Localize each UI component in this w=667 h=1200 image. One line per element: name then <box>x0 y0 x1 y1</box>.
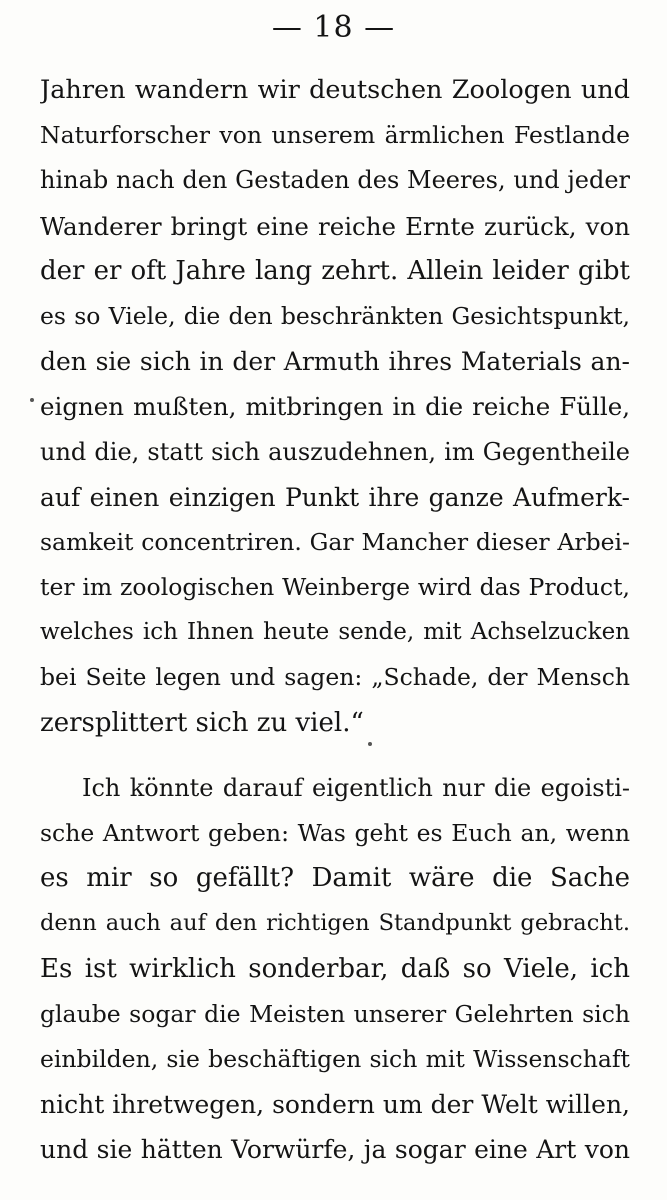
print-speck <box>30 398 34 402</box>
paragraph-1 <box>40 68 630 746</box>
text-line: es mir so gefällt? Damit wäre die Sache <box>40 863 630 894</box>
paragraph-2 <box>40 766 630 1173</box>
text-line: bei Seite legen und sagen: „Schade, der Mensch <box>40 663 630 692</box>
text-line: Es ist wirklich sonderbar, daß so Viele, ich <box>40 953 630 984</box>
paragraph-gap <box>40 746 630 766</box>
print-speck <box>368 742 372 746</box>
text-line: auf einen einzigen Punkt ihre ganze Aufmerk- <box>40 482 630 512</box>
text-line: Naturforscher von unserem ärmlichen Festlande <box>40 121 630 150</box>
text-line: sche Antwort geben: Was geht es Euch an, wenn <box>40 819 630 847</box>
text-line: glaube sogar die Meisten unserer Gelehrten sich <box>40 999 630 1028</box>
body-text <box>40 68 630 1173</box>
text-line: welches ich Ihnen heute sende, mit Achselzucken <box>40 619 630 646</box>
text-line: und sie hätten Vorwürfe, ja sogar eine Art von <box>40 1135 630 1165</box>
text-line: eignen mußten, mitbringen in die reiche Fülle, <box>40 392 630 422</box>
text-line: ter im zoologischen Weinberge wird das Product, <box>40 573 630 602</box>
text-line: denn auch auf den richtigen Standpunkt gebracht. <box>40 910 630 937</box>
text-line: hinab nach den Gestaden des Meeres, und jeder <box>40 166 630 195</box>
text-line: einbilden, sie beschäftigen sich mit Wissenschaft <box>40 1044 630 1073</box>
text-line: der er oft Jahre lang zehrt. Allein leider gibt <box>40 255 630 286</box>
text-line: Ich könnte darauf eigentlich nur die egoisti- <box>82 773 630 802</box>
text-line: zersplittert sich zu viel.“ <box>40 707 364 738</box>
text-line: samkeit concentriren. Gar Mancher dieser Arbei- <box>40 527 630 556</box>
text-line: Wanderer bringt eine reiche Ernte zurück, von <box>40 211 630 241</box>
text-line: es so Viele, die den beschränkten Gesichtspunkt, <box>40 301 630 330</box>
page-number: — 18 — <box>271 10 396 45</box>
text-line: Jahren wandern wir deutschen Zoologen und <box>40 75 630 105</box>
text-line: und die, statt sich auszudehnen, im Gegentheile <box>40 437 630 466</box>
text-line: den sie sich in der Armuth ihres Materials an- <box>40 347 630 377</box>
text-line: nicht ihretwegen, sondern um der Welt willen, <box>40 1090 630 1120</box>
